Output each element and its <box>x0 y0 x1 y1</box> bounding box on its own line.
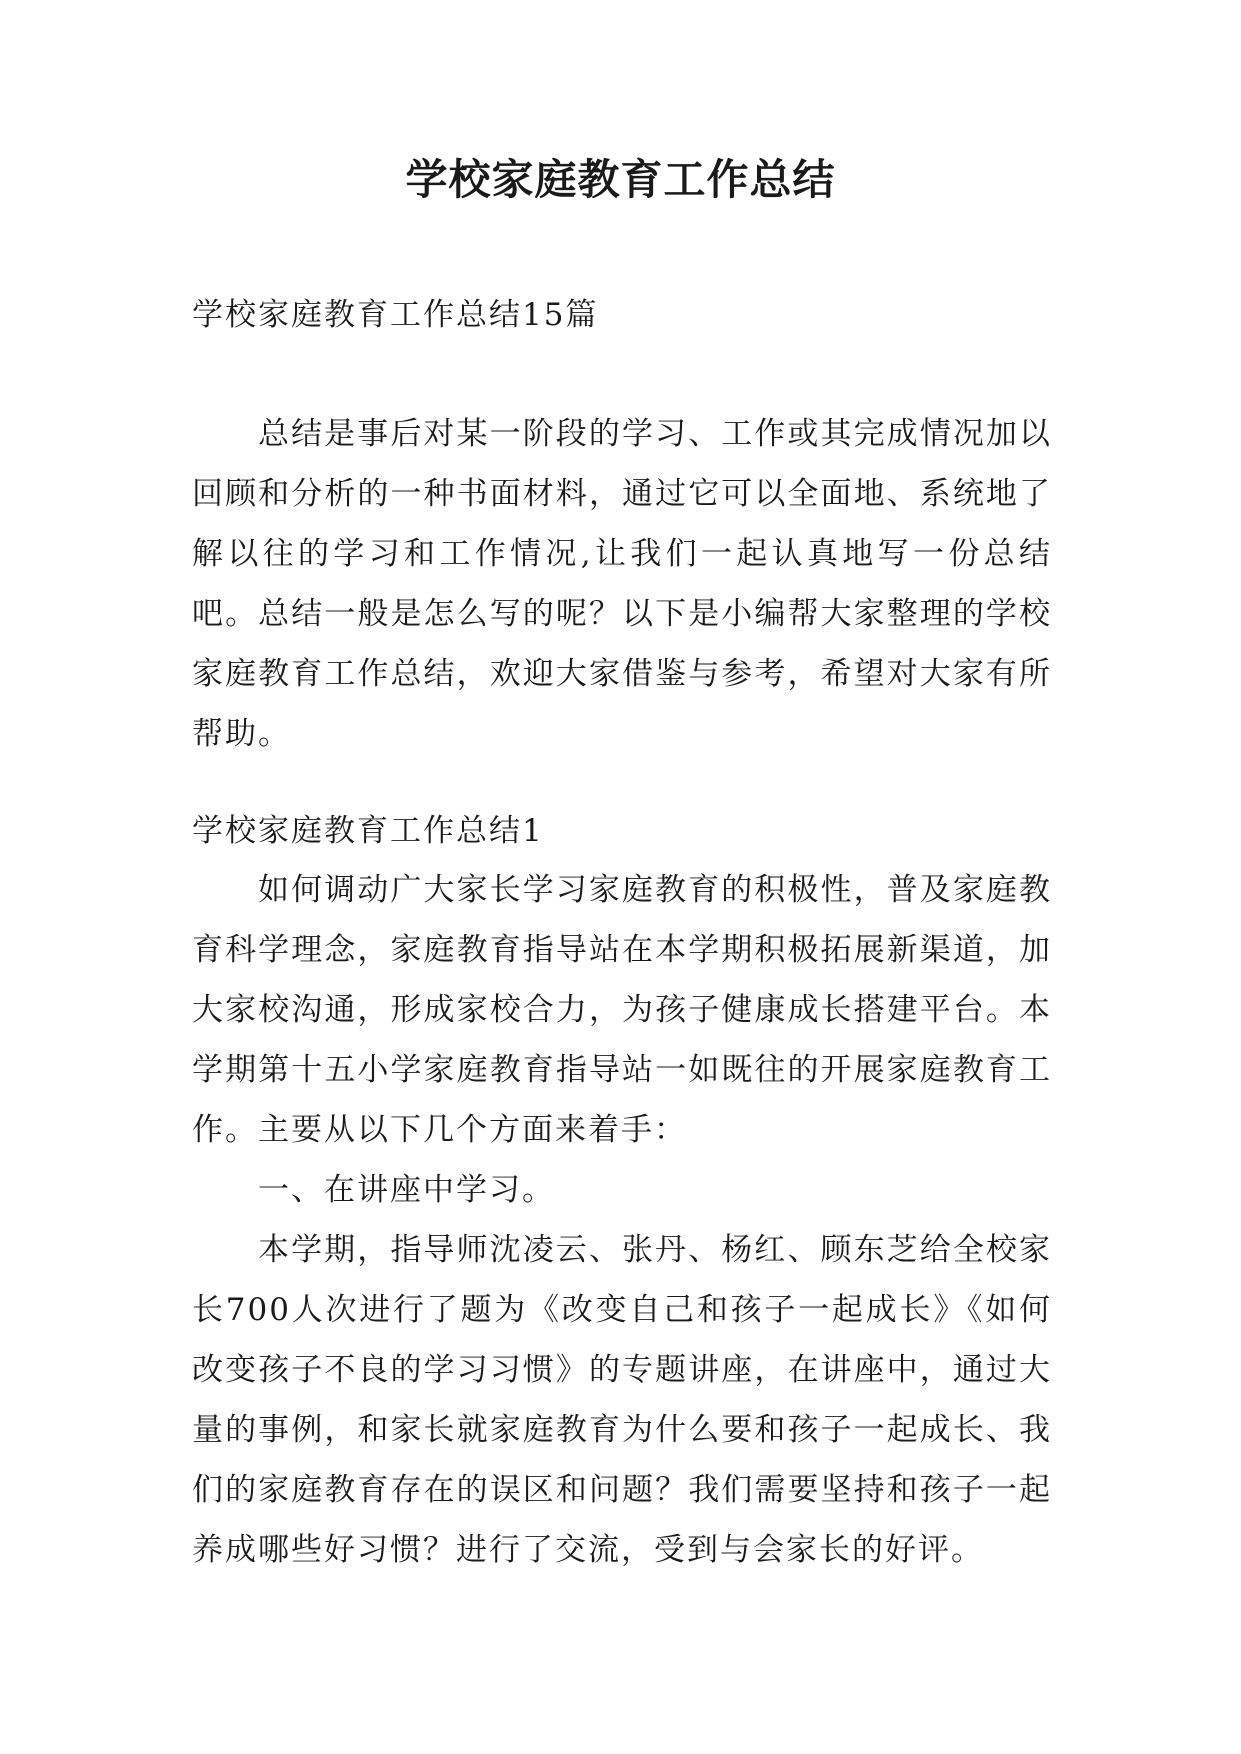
intro-block <box>192 404 1052 764</box>
section-subheading: 一、在讲座中学习。 <box>258 1172 555 1208</box>
intro-paragraph: 总结是事后对某一阶段的学习、工作或其完成情况加以回顾和分析的一种书面材料，通过它可以全面地、系统地了解以往的学习和工作情况,让我们一起认真地写一份总结吧。总结一般是怎么写的呢？以下是小编帮大家整理的学校家庭教育工作总结，欢迎大家借鉴与参考，希望对大家有所帮助。 <box>192 416 1052 752</box>
section-1 <box>192 802 1052 1580</box>
section-heading: 学校家庭教育工作总结1 <box>192 813 544 849</box>
document-subtitle: 学校家庭教育工作总结15篇 <box>192 297 599 333</box>
document-title: 学校家庭教育工作总结 <box>405 155 836 204</box>
section-paragraph: 如何调动广大家长学习家庭教育的积极性，普及家庭教育科学理念，家庭教育指导站在本学期积极拓展新渠道，加大家校沟通，形成家校合力，为孩子健康成长搭建平台。本学期第十五小学家庭教育指导站一如既往的开展家庭教育工作。主要从以下几个方面来着手： <box>192 872 1052 1148</box>
section-paragraph: 本学期，指导师沈凌云、张丹、杨红、顾东芝给全校家长700人次进行了题为《改变自己和孩子一起成长》《如何改变孩子不良的学习习惯》的专题讲座，在讲座中，通过大量的事例，和家长就家庭教育为什么要和孩子一起成长、我们的家庭教育存在的误区和问题？我们需要坚持和孩子一起养成哪些好习惯？进行了交流，受到与会家长的好评。 <box>192 1232 1052 1568</box>
